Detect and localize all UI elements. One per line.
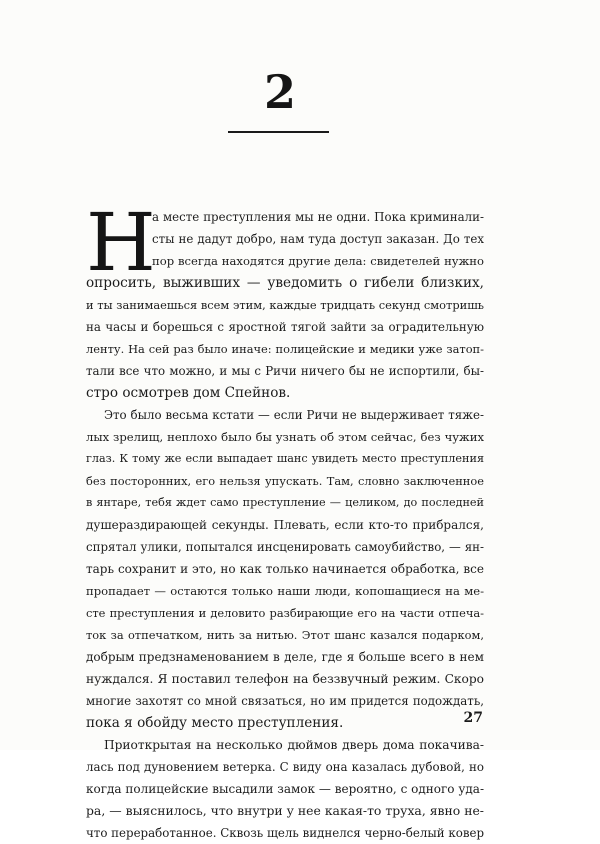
text-line: тали все что можно, и мы с Ричи ничего бы не испортили, бы- (86, 364, 484, 378)
text-line: глаз. К тому же если выпадает шанс увидеть место преступления (86, 452, 484, 465)
chapter-number: 2 (263, 65, 296, 119)
text-line: добрым предзнаменованием в деле, где я больше всего в нем (86, 650, 484, 664)
text-line: что переработанное. Сквозь щель виднелся черно-белый ковер (86, 826, 484, 840)
text-line: сте преступления и деловито разбирающие его на части отпеча- (86, 606, 484, 620)
text-line: стро осмотрев дом Спейнов. (86, 385, 291, 401)
text-line: пор всегда находятся другие дела: свидетелей нужно (152, 254, 484, 268)
text-line: многие захотят со мной связаться, но им придется подождать, (86, 694, 484, 708)
text-line: ленту. На сей раз было иначе: полицейские и медики уже затоп- (86, 342, 484, 356)
text-line: а месте преступления мы не одни. Пока криминали- (152, 210, 484, 224)
text-line: в янтаре, тебя ждет само преступление — целиком, до последней (86, 496, 484, 509)
text-line: тарь сохранит и это, но как только начинается обработка, все (86, 562, 484, 576)
drop-cap: Н (86, 196, 156, 289)
chapter-divider (228, 131, 329, 133)
text-line: лых зрелищ, неплохо было бы узнать об этом сейчас, без чужих (86, 430, 484, 444)
text-line: Это было весьма кстати — если Ричи не выдерживает тяже- (104, 408, 484, 422)
text-line: ра, — выяснилось, что внутри у нее какая-то труха, явно не- (86, 803, 484, 818)
text-line: без посторонних, его нельзя упускать. Там, словно заключенное (86, 474, 484, 488)
text-line: опросить, выживших — уведомить о гибели близких, (86, 275, 484, 291)
text-line: пока я обойду место преступления. (86, 715, 344, 731)
text-line: сты не дадут добро, нам туда доступ заказан. До тех (152, 232, 484, 246)
text-line: душераздирающей секунды. Плевать, если кто-то прибрался, (86, 518, 484, 532)
text-line: ток за отпечатком, нить за нитью. Этот шанс казался подарком, (86, 628, 484, 642)
text-line: когда полицейские высадили замок — вероятно, с одного уда- (86, 782, 484, 796)
text-line: Приоткрытая на несколько дюймов дверь дома покачива- (104, 738, 484, 752)
text-line: лась под дуновением ветерка. С виду она казалась дубовой, но (86, 760, 484, 774)
page-number: 27 (463, 710, 483, 726)
text-line: пропадает — остаются только наши люди, копошащиеся на ме- (86, 584, 484, 598)
text-line: нуждался. Я поставил телефон на беззвучный режим. Скоро (86, 672, 484, 686)
text-line: на часы и борешься с яростной тягой зайти за оградительную (86, 320, 484, 334)
chapter-body (86, 196, 484, 844)
text-line: и ты занимаешься всем этим, каждые тридцать секунд смотришь (86, 298, 484, 312)
text-line: спрятал улики, попытался инсценировать самоубийство, — ян- (86, 540, 484, 554)
